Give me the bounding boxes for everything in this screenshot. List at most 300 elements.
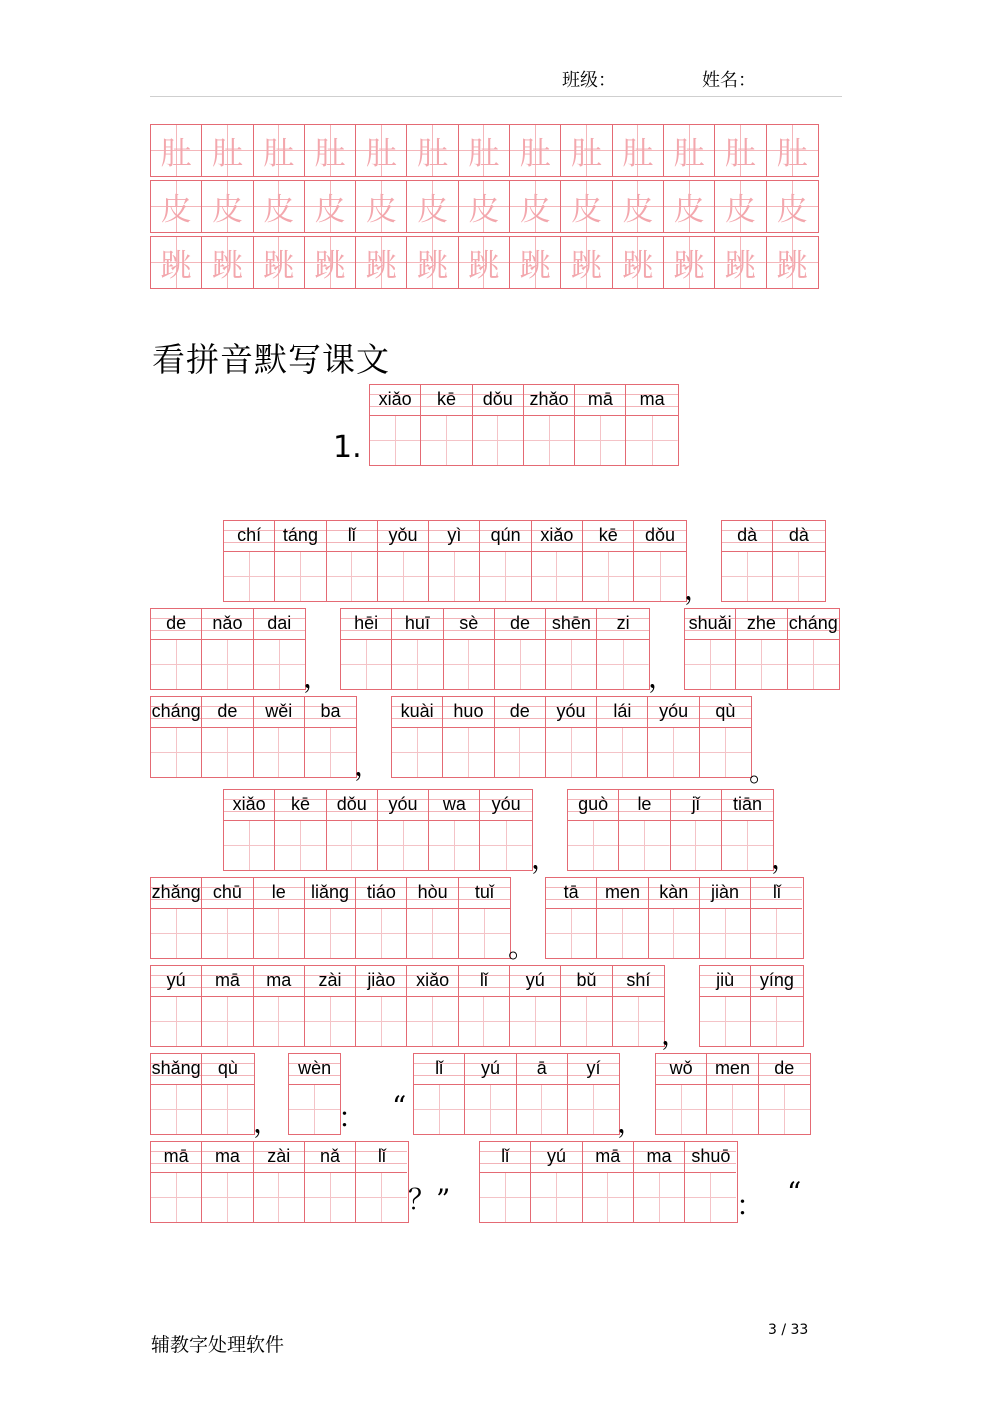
writing-cell[interactable] bbox=[378, 790, 429, 870]
character-box[interactable] bbox=[583, 1173, 633, 1222]
character-box[interactable] bbox=[254, 640, 305, 689]
writing-cell[interactable] bbox=[305, 878, 356, 958]
character-box[interactable] bbox=[480, 552, 530, 601]
pinyin-label: lǐ bbox=[414, 1054, 464, 1085]
pinyin-label: shǎng bbox=[151, 1054, 201, 1085]
character-box[interactable] bbox=[305, 728, 356, 777]
writing-cell[interactable] bbox=[597, 878, 648, 958]
pinyin-group bbox=[150, 696, 357, 778]
character-box[interactable] bbox=[327, 821, 377, 870]
character-box[interactable] bbox=[473, 416, 523, 465]
writing-cell[interactable] bbox=[356, 878, 407, 958]
tracing-cell: 跳 bbox=[202, 237, 253, 288]
character-box[interactable] bbox=[524, 416, 574, 465]
footer-software: 辅教字处理软件 bbox=[151, 1334, 285, 1356]
pinyin-label: xiǎo bbox=[532, 521, 582, 552]
writing-cell[interactable] bbox=[700, 697, 751, 777]
writing-cell[interactable] bbox=[532, 521, 583, 601]
writing-cell[interactable] bbox=[722, 521, 773, 601]
writing-cell[interactable] bbox=[649, 878, 700, 958]
character-box[interactable] bbox=[202, 997, 252, 1046]
writing-cell[interactable] bbox=[480, 790, 531, 870]
character-box[interactable] bbox=[495, 728, 545, 777]
writing-cell[interactable] bbox=[751, 966, 802, 1046]
character-box[interactable] bbox=[671, 821, 721, 870]
character-box[interactable] bbox=[700, 909, 750, 958]
character-box[interactable] bbox=[634, 552, 685, 601]
character-box[interactable] bbox=[575, 416, 625, 465]
writing-cell[interactable] bbox=[254, 1142, 305, 1222]
writing-cell[interactable] bbox=[254, 966, 305, 1046]
writing-cell[interactable] bbox=[254, 609, 305, 689]
pinyin-label: yì bbox=[429, 521, 479, 552]
writing-cell[interactable] bbox=[700, 966, 751, 1046]
character-box[interactable] bbox=[685, 640, 735, 689]
tracing-cell: 跳 bbox=[356, 237, 407, 288]
pinyin-label: táng bbox=[275, 521, 325, 552]
tracing-cell: 跳 bbox=[305, 237, 356, 288]
pinyin-label: mā bbox=[202, 966, 252, 997]
writing-cell[interactable] bbox=[597, 697, 648, 777]
writing-cell[interactable] bbox=[370, 385, 421, 465]
writing-cell[interactable] bbox=[356, 966, 407, 1046]
character-box[interactable] bbox=[254, 1173, 304, 1222]
character-box[interactable] bbox=[685, 1173, 736, 1222]
pinyin-group bbox=[288, 1053, 341, 1135]
pinyin-label: yú bbox=[510, 966, 560, 997]
tracing-cell: 肚 bbox=[510, 125, 561, 176]
character-box[interactable] bbox=[202, 1085, 253, 1134]
pinyin-label: dà bbox=[722, 521, 772, 552]
character-box[interactable] bbox=[759, 1085, 810, 1134]
character-box[interactable] bbox=[597, 640, 648, 689]
punctuation-mark: “ bbox=[787, 1176, 802, 1209]
tracing-cell: 跳 bbox=[151, 237, 202, 288]
writing-cell[interactable] bbox=[202, 1054, 253, 1134]
tracing-cell: 皮 bbox=[202, 181, 253, 232]
writing-cell[interactable] bbox=[289, 1054, 340, 1134]
character-box[interactable] bbox=[465, 1085, 515, 1134]
writing-cell[interactable] bbox=[459, 878, 510, 958]
character-box[interactable] bbox=[613, 997, 664, 1046]
character-box[interactable] bbox=[597, 728, 647, 777]
character-box[interactable] bbox=[305, 997, 355, 1046]
punctuation-mark: ， bbox=[354, 749, 383, 782]
writing-cell[interactable] bbox=[546, 878, 597, 958]
character-box[interactable] bbox=[546, 909, 596, 958]
character-box[interactable] bbox=[722, 552, 772, 601]
writing-cell[interactable] bbox=[407, 878, 458, 958]
writing-cell[interactable] bbox=[685, 609, 736, 689]
writing-cell[interactable] bbox=[151, 609, 202, 689]
punctuation-mark: ， bbox=[531, 842, 560, 875]
character-box[interactable] bbox=[707, 1085, 757, 1134]
character-box[interactable] bbox=[480, 1173, 530, 1222]
tracing-cell: 肚 bbox=[561, 125, 612, 176]
character-box[interactable] bbox=[254, 909, 304, 958]
pinyin-label: bǔ bbox=[561, 966, 611, 997]
pinyin-label: lǐ bbox=[327, 521, 377, 552]
pinyin-label: kē bbox=[421, 385, 471, 416]
tracing-cell: 跳 bbox=[715, 237, 766, 288]
pinyin-label: xiǎo bbox=[407, 966, 457, 997]
pinyin-label: ma bbox=[202, 1142, 252, 1173]
item-number: 1. bbox=[333, 430, 362, 465]
writing-cell[interactable] bbox=[722, 790, 773, 870]
writing-cell[interactable] bbox=[341, 609, 392, 689]
writing-cell[interactable] bbox=[275, 521, 326, 601]
writing-cell[interactable] bbox=[583, 1142, 634, 1222]
character-box[interactable] bbox=[751, 909, 802, 958]
pinyin-group bbox=[369, 384, 679, 466]
character-box[interactable] bbox=[626, 416, 677, 465]
pinyin-label: kē bbox=[275, 790, 325, 821]
pinyin-label: wa bbox=[429, 790, 479, 821]
character-box[interactable] bbox=[305, 1173, 355, 1222]
pinyin-label: nǎ bbox=[305, 1142, 355, 1173]
pinyin-group bbox=[150, 877, 511, 959]
character-box[interactable] bbox=[392, 728, 442, 777]
pinyin-label: yóu bbox=[480, 790, 531, 821]
character-box[interactable] bbox=[254, 997, 304, 1046]
tracing-cell: 跳 bbox=[510, 237, 561, 288]
pinyin-label: yí bbox=[568, 1054, 619, 1085]
writing-cell[interactable] bbox=[568, 790, 619, 870]
pinyin-label: men bbox=[707, 1054, 757, 1085]
character-box[interactable] bbox=[531, 1173, 581, 1222]
writing-cell[interactable] bbox=[531, 1142, 582, 1222]
writing-cell[interactable] bbox=[224, 790, 275, 870]
character-box[interactable] bbox=[459, 909, 510, 958]
character-box[interactable] bbox=[788, 640, 839, 689]
writing-cell[interactable] bbox=[202, 878, 253, 958]
name-label: 姓名： bbox=[702, 70, 756, 91]
writing-cell[interactable] bbox=[597, 609, 648, 689]
writing-cell[interactable] bbox=[407, 966, 458, 1046]
character-box[interactable] bbox=[224, 552, 274, 601]
character-box[interactable] bbox=[202, 640, 252, 689]
character-box[interactable] bbox=[151, 1173, 201, 1222]
punctuation-mark: ， bbox=[648, 661, 677, 694]
writing-cell[interactable] bbox=[202, 966, 253, 1046]
character-box[interactable] bbox=[370, 416, 420, 465]
tracing-cell: 跳 bbox=[613, 237, 664, 288]
writing-cell[interactable] bbox=[671, 790, 722, 870]
punctuation-mark: “ bbox=[392, 1090, 407, 1123]
writing-cell[interactable] bbox=[378, 521, 429, 601]
tracing-cell: 跳 bbox=[664, 237, 715, 288]
character-box[interactable] bbox=[443, 728, 493, 777]
character-box[interactable] bbox=[619, 821, 669, 870]
pinyin-label: yíng bbox=[751, 966, 802, 997]
tracing-cell: 肚 bbox=[459, 125, 510, 176]
writing-cell[interactable] bbox=[421, 385, 472, 465]
pinyin-label: hēi bbox=[341, 609, 391, 640]
character-box[interactable] bbox=[356, 997, 406, 1046]
character-box[interactable] bbox=[648, 728, 698, 777]
tracing-cell: 肚 bbox=[202, 125, 253, 176]
character-box[interactable] bbox=[429, 821, 479, 870]
writing-cell[interactable] bbox=[517, 1054, 568, 1134]
writing-cell[interactable] bbox=[151, 1142, 202, 1222]
writing-cell[interactable] bbox=[305, 1142, 356, 1222]
pinyin-label: yú bbox=[151, 966, 201, 997]
character-box[interactable] bbox=[407, 997, 457, 1046]
pinyin-label: sè bbox=[444, 609, 494, 640]
character-box[interactable] bbox=[495, 640, 545, 689]
pinyin-label: yú bbox=[465, 1054, 515, 1085]
pinyin-label: qún bbox=[480, 521, 530, 552]
character-box[interactable] bbox=[700, 997, 750, 1046]
pinyin-label: qù bbox=[700, 697, 751, 728]
writing-cell[interactable] bbox=[444, 609, 495, 689]
writing-cell[interactable] bbox=[561, 966, 612, 1046]
writing-cell[interactable] bbox=[327, 790, 378, 870]
character-box[interactable] bbox=[305, 909, 355, 958]
punctuation-mark: ： bbox=[736, 1189, 765, 1222]
writing-cell[interactable] bbox=[700, 878, 751, 958]
character-box[interactable] bbox=[649, 909, 699, 958]
character-box[interactable] bbox=[546, 728, 596, 777]
pinyin-label: lǐ bbox=[751, 878, 802, 909]
writing-cell[interactable] bbox=[429, 521, 480, 601]
tracing-cell: 皮 bbox=[767, 181, 818, 232]
writing-cell[interactable] bbox=[480, 521, 531, 601]
character-box[interactable] bbox=[700, 728, 751, 777]
pinyin-label: tiān bbox=[722, 790, 773, 821]
character-box[interactable] bbox=[421, 416, 471, 465]
character-box[interactable] bbox=[254, 728, 304, 777]
pinyin-label: zhe bbox=[736, 609, 786, 640]
character-box[interactable] bbox=[356, 909, 406, 958]
character-box[interactable] bbox=[561, 997, 611, 1046]
pinyin-label: lǐ bbox=[356, 1142, 407, 1173]
writing-cell[interactable] bbox=[151, 1054, 202, 1134]
pinyin-group bbox=[413, 1053, 620, 1135]
pinyin-group bbox=[655, 1053, 811, 1135]
writing-cell[interactable] bbox=[648, 697, 699, 777]
character-box[interactable] bbox=[151, 640, 201, 689]
pinyin-label: dǒu bbox=[473, 385, 523, 416]
pinyin-group bbox=[340, 608, 650, 690]
pinyin-group bbox=[150, 965, 665, 1047]
writing-cell[interactable] bbox=[524, 385, 575, 465]
writing-cell[interactable] bbox=[356, 1142, 407, 1222]
character-box[interactable] bbox=[151, 728, 201, 777]
pinyin-group bbox=[684, 608, 840, 690]
pinyin-label: huī bbox=[392, 609, 442, 640]
character-box[interactable] bbox=[751, 997, 802, 1046]
writing-cell[interactable] bbox=[685, 1142, 736, 1222]
pinyin-label: tuǐ bbox=[459, 878, 510, 909]
writing-cell[interactable] bbox=[473, 385, 524, 465]
pinyin-label: ma bbox=[634, 1142, 684, 1173]
writing-cell[interactable] bbox=[707, 1054, 758, 1134]
character-box[interactable] bbox=[407, 909, 457, 958]
writing-cell[interactable] bbox=[634, 521, 685, 601]
pinyin-group bbox=[721, 520, 826, 602]
writing-cell[interactable] bbox=[275, 790, 326, 870]
tracing-cell: 跳 bbox=[459, 237, 510, 288]
character-box[interactable] bbox=[275, 821, 325, 870]
character-box[interactable] bbox=[224, 821, 274, 870]
writing-cell[interactable] bbox=[480, 1142, 531, 1222]
character-box[interactable] bbox=[151, 997, 201, 1046]
writing-cell[interactable] bbox=[305, 966, 356, 1046]
pinyin-group bbox=[150, 608, 306, 690]
writing-cell[interactable] bbox=[656, 1054, 707, 1134]
writing-cell[interactable] bbox=[254, 878, 305, 958]
tracing-cell: 跳 bbox=[407, 237, 458, 288]
writing-cell[interactable] bbox=[546, 609, 597, 689]
character-box[interactable] bbox=[151, 909, 201, 958]
character-box[interactable] bbox=[480, 821, 531, 870]
tracing-cell: 肚 bbox=[254, 125, 305, 176]
writing-cell[interactable] bbox=[443, 697, 494, 777]
pinyin-label: mā bbox=[151, 1142, 201, 1173]
writing-cell[interactable] bbox=[224, 521, 275, 601]
tracing-cell: 肚 bbox=[715, 125, 766, 176]
character-box[interactable] bbox=[392, 640, 442, 689]
pinyin-label: huo bbox=[443, 697, 493, 728]
writing-cell[interactable] bbox=[773, 521, 824, 601]
character-box[interactable] bbox=[459, 997, 509, 1046]
character-box[interactable] bbox=[583, 552, 633, 601]
pinyin-label: chí bbox=[224, 521, 274, 552]
character-box[interactable] bbox=[202, 728, 252, 777]
character-box[interactable] bbox=[736, 640, 786, 689]
pinyin-label: le bbox=[254, 878, 304, 909]
writing-cell[interactable] bbox=[254, 697, 305, 777]
writing-cell[interactable] bbox=[151, 697, 202, 777]
pinyin-label: lái bbox=[597, 697, 647, 728]
writing-cell[interactable] bbox=[327, 521, 378, 601]
writing-cell[interactable] bbox=[305, 697, 356, 777]
pinyin-group bbox=[150, 1141, 409, 1223]
writing-cell[interactable] bbox=[495, 697, 546, 777]
writing-cell[interactable] bbox=[414, 1054, 465, 1134]
tracing-cell: 皮 bbox=[715, 181, 766, 232]
writing-cell[interactable] bbox=[151, 966, 202, 1046]
writing-cell[interactable] bbox=[583, 521, 634, 601]
character-box[interactable] bbox=[378, 821, 428, 870]
writing-cell[interactable] bbox=[510, 966, 561, 1046]
pinyin-label: zi bbox=[597, 609, 648, 640]
pinyin-label: qù bbox=[202, 1054, 253, 1085]
writing-cell[interactable] bbox=[495, 609, 546, 689]
pinyin-label: guò bbox=[568, 790, 618, 821]
pinyin-label: de bbox=[495, 609, 545, 640]
character-box[interactable] bbox=[429, 552, 479, 601]
writing-cell[interactable] bbox=[736, 609, 787, 689]
character-box[interactable] bbox=[546, 640, 596, 689]
punctuation-mark: ， bbox=[771, 842, 800, 875]
writing-cell[interactable] bbox=[575, 385, 626, 465]
writing-cell[interactable] bbox=[202, 1142, 253, 1222]
pinyin-label: dai bbox=[254, 609, 305, 640]
character-box[interactable] bbox=[327, 552, 377, 601]
writing-cell[interactable] bbox=[634, 1142, 685, 1222]
tracing-cell: 皮 bbox=[254, 181, 305, 232]
pinyin-label: mā bbox=[583, 1142, 633, 1173]
pinyin-label: kàn bbox=[649, 878, 699, 909]
pinyin-label: ā bbox=[517, 1054, 567, 1085]
pinyin-label: de bbox=[202, 697, 252, 728]
character-box[interactable] bbox=[773, 552, 824, 601]
character-box[interactable] bbox=[202, 909, 252, 958]
writing-cell[interactable] bbox=[459, 966, 510, 1046]
pinyin-group bbox=[150, 1053, 255, 1135]
character-box[interactable] bbox=[151, 1085, 201, 1134]
writing-cell[interactable] bbox=[392, 609, 443, 689]
tracing-cell: 肚 bbox=[407, 125, 458, 176]
character-box[interactable] bbox=[656, 1085, 706, 1134]
character-box[interactable] bbox=[378, 552, 428, 601]
character-box[interactable] bbox=[597, 909, 647, 958]
writing-cell[interactable] bbox=[751, 878, 802, 958]
pinyin-label: dǒu bbox=[634, 521, 685, 552]
tracing-row-2 bbox=[150, 180, 819, 233]
character-box[interactable] bbox=[356, 1173, 407, 1222]
pinyin-label: chū bbox=[202, 878, 252, 909]
pinyin-label: yú bbox=[531, 1142, 581, 1173]
pinyin-group bbox=[567, 789, 774, 871]
tracing-cell: 肚 bbox=[613, 125, 664, 176]
punctuation-mark: ： bbox=[338, 1101, 367, 1134]
section-title: 看拼音默写课文 bbox=[152, 340, 390, 379]
writing-cell[interactable] bbox=[392, 697, 443, 777]
punctuation-mark: ， bbox=[303, 661, 332, 694]
character-box[interactable] bbox=[517, 1085, 567, 1134]
character-box[interactable] bbox=[568, 821, 618, 870]
pinyin-label: yóu bbox=[648, 697, 698, 728]
writing-cell[interactable] bbox=[202, 697, 253, 777]
writing-cell[interactable] bbox=[788, 609, 839, 689]
writing-cell[interactable] bbox=[151, 878, 202, 958]
writing-cell[interactable] bbox=[202, 609, 253, 689]
character-box[interactable] bbox=[289, 1085, 340, 1134]
character-box[interactable] bbox=[568, 1085, 619, 1134]
writing-cell[interactable] bbox=[626, 385, 677, 465]
pinyin-label: wǒ bbox=[656, 1054, 706, 1085]
writing-cell[interactable] bbox=[619, 790, 670, 870]
character-box[interactable] bbox=[444, 640, 494, 689]
character-box[interactable] bbox=[202, 1173, 252, 1222]
pinyin-label: men bbox=[597, 878, 647, 909]
writing-cell[interactable] bbox=[568, 1054, 619, 1134]
pinyin-label: mā bbox=[575, 385, 625, 416]
pinyin-label: ba bbox=[305, 697, 356, 728]
character-box[interactable] bbox=[634, 1173, 684, 1222]
character-box[interactable] bbox=[275, 552, 325, 601]
character-box[interactable] bbox=[532, 552, 582, 601]
writing-cell[interactable] bbox=[546, 697, 597, 777]
writing-cell[interactable] bbox=[613, 966, 664, 1046]
punctuation-mark: ， bbox=[661, 1018, 690, 1051]
character-box[interactable] bbox=[510, 997, 560, 1046]
writing-cell[interactable] bbox=[759, 1054, 810, 1134]
character-box[interactable] bbox=[414, 1085, 464, 1134]
pinyin-label: zài bbox=[305, 966, 355, 997]
character-box[interactable] bbox=[722, 821, 773, 870]
writing-cell[interactable] bbox=[429, 790, 480, 870]
pinyin-group bbox=[223, 520, 687, 602]
tracing-cell: 皮 bbox=[356, 181, 407, 232]
character-box[interactable] bbox=[341, 640, 391, 689]
writing-cell[interactable] bbox=[465, 1054, 516, 1134]
punctuation-mark: 。 bbox=[749, 755, 778, 788]
tracing-cell: 肚 bbox=[151, 125, 202, 176]
